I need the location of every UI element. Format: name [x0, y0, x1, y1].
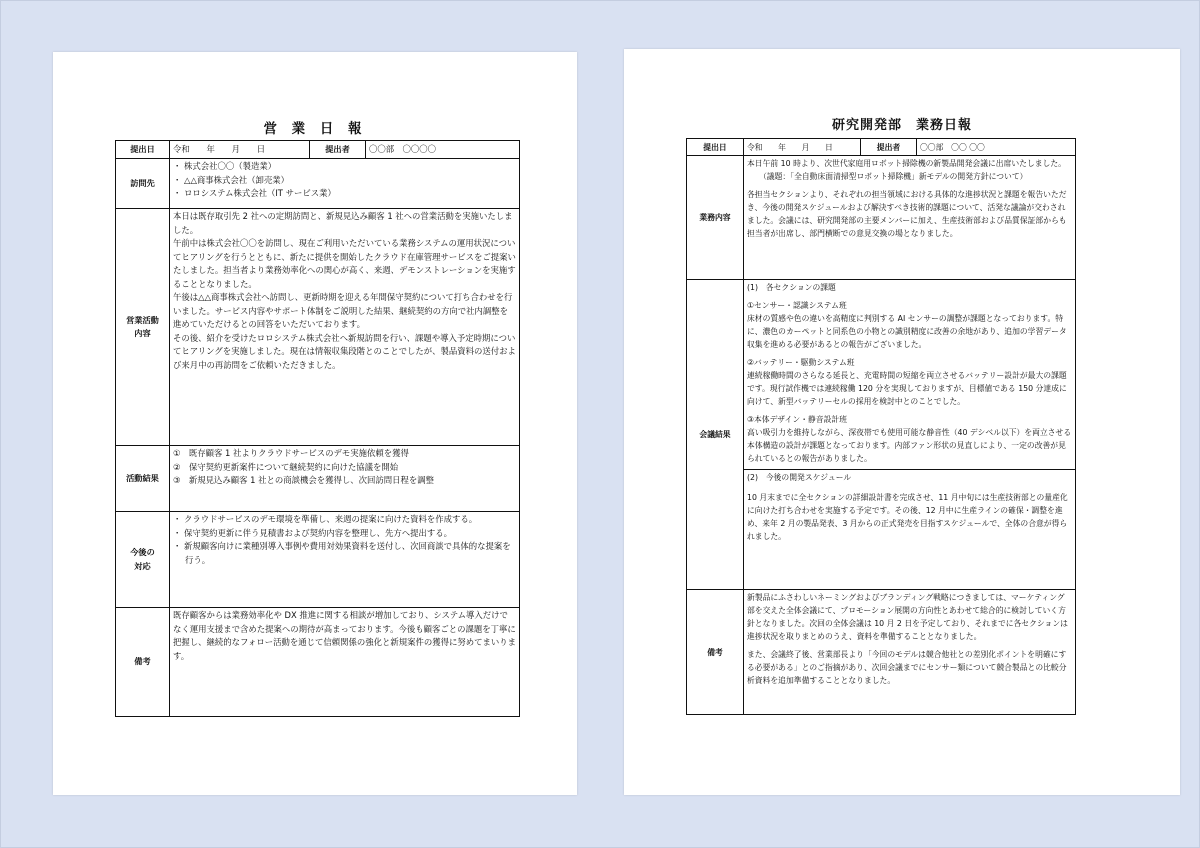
submitter-value: 〇〇部 〇〇 〇〇 [917, 139, 1076, 156]
meeting-results-cell [744, 280, 1076, 590]
subsection-title: ③本体デザイン・静音設計班 [747, 415, 848, 424]
next-actions-label: 今後の 対応 [116, 512, 170, 608]
sales-report-title: 営 業 日 報 [263, 121, 367, 137]
subsection-title: ②バッテリー・駆動システム班 [747, 358, 855, 367]
subsection-body: 高い吸引力を維持しながら、深夜帯でも使用可能な静音性（40 デシベル以下）を両立させる本体構造の設計が課題となっております。内部ファン形状の見直しにより、一定の改善が見られているとの報告がありました。 [747, 428, 1072, 463]
subsection-title: ①センサー・認識システム班 [747, 301, 847, 310]
activity-content-label: 営業活動 内容 [116, 209, 170, 446]
rnd-report-page [624, 49, 1180, 795]
visits-cell [170, 159, 520, 209]
visit-item: ・ ロロシステム株式会社（IT サービス業） [173, 188, 336, 198]
schedule-body: 10 月末までに全セクションの詳細設計書を完成させ、11 月中旬には生産技術部との量産化に向けた打ち合わせを実施する予定です。その後、12 月中に生産ラインの確保・調整を進め、来年 2 月の製品発表、3 月からの正式発売を目指すスケジュールで、全体の合意が得られました。 [747, 493, 1068, 541]
notes-cell: 既存顧客からは業務効率化や DX 推進に関する相談が増加しており、システム導入だけでなく運用支援まで含めた提案への期待が高まっております。今後も顧客ごとの課題を丁寧に把握し、継続的なフォロー活動を通じて信頼関係の強化と新規案件の獲得に努めてまいります。 [170, 608, 520, 717]
section-heading: (1) 各セクションの課題 [747, 283, 836, 292]
visit-item: ・ 株式会社〇〇（製造業） [173, 161, 277, 171]
next-item: ・ 新規顧客向けに業種別導入事例や費用対効果資料を送付し、次回商談で具体的な提案を行う。 [173, 541, 511, 565]
date-value: 令和 年 月 日 [744, 139, 861, 156]
work-content-label: 業務内容 [687, 156, 744, 280]
content-paragraph: 午前中は株式会社〇〇を訪問し、現在ご利用いただいている業務システムの運用状況についてヒアリングを行うとともに、新たに提供を開始したクラウド在庫管理サービスをご提案いたしました。担当者より業務効率化への関心が高く、来週、デモンストレーションを実施することとなりました。 [173, 238, 516, 289]
rnd-report-table [686, 138, 1076, 715]
submitter-value: 〇〇部 〇〇〇〇 [366, 141, 520, 159]
rnd-report-title: 研究開発部 業務日報 [831, 118, 972, 133]
sales-report-page [53, 52, 577, 795]
next-item: ・ 保守契約更新に伴う見積書および契約内容を整理し、先方へ提出する。 [173, 527, 453, 538]
notes-paragraph: また、会議終了後、営業部長より「今回のモデルは競合他社との差別化ポイントを明確にする必要がある」とのご指摘があり、次回会議までにセンサー類について競合製品との比較分析資料を追加準備することとなりました。 [747, 650, 1067, 685]
content-paragraph: その後、紹介を受けたロロシステム株式会社へ新規訪問を行い、課題や導入予定時期についてヒアリングを実施しました。現在は情報収集段階とのことでしたが、製品資料の送付および来月中の再訪問をご依頼いただきました。 [173, 332, 516, 370]
activity-content-cell [170, 209, 520, 446]
submitter-label: 提出者 [310, 141, 366, 159]
work-paragraph: 各担当セクションより、それぞれの担当領域における具体的な進捗状況と課題を報告いただき、今後の開発スケジュールおよび解決すべき技術的課題について、活発な議論が交わされました。会議には、研究開発部の主要メンバーに加え、生産技術部および品質保証部からも担当者が出席し、部門横断での意見交換の場となりました。 [747, 190, 1067, 238]
result-item: ② 保守契約更新案件について継続契約に向けた協議を開始 [173, 461, 399, 472]
result-item: ① 既存顧客 1 社よりクラウドサービスのデモ実施依頼を獲得 [173, 448, 409, 458]
result-item: ③ 新規見込み顧客 1 社との商談機会を獲得し、次回訪問日程を調整 [173, 475, 435, 485]
work-content-cell [744, 156, 1076, 280]
date-label: 提出日 [687, 139, 744, 156]
notes-paragraph: 新製品にふさわしいネーミングおよびブランディング戦略につきましては、マーケティング部を交えた全体会議にて、プロモーション展開の方向性とあわせて総合的に検討していく方針となりました。次回の全体会議は 10 月 2 日を予定しており、それまでに各セクションは進捗状況を取りまとめのうえ、資料を準備することとなりました。 [747, 593, 1068, 641]
work-agenda: （議題：「全自動床面清掃型ロボット掃除機」新モデルの開発方針について） [759, 172, 1028, 181]
next-actions-cell [170, 512, 520, 608]
subsection-body: 床材の質感や色の違いを高精度に判別する AI センサーの調整が課題となっております。特に、濃色のカーペットと同系色の小物との識別精度に改善の余地があり、追加の学習データ収集を進める必要があるとの報告がございました。 [747, 314, 1067, 349]
visit-item: ・ △△商事株式会社（卸売業） [173, 174, 290, 185]
date-value: 令和 年 月 日 [170, 141, 310, 159]
content-paragraph: 本日は既存取引先 2 社への定期訪問と、新規見込み顧客 1 社への営業活動を実施いたしました。 [173, 211, 513, 235]
next-item: ・ クラウドサービスのデモ環境を準備し、来週の提案に向けた資料を作成する。 [173, 514, 478, 524]
results-label: 活動結果 [116, 446, 170, 512]
work-paragraph: 本日午前 10 時より、次世代家庭用ロボット掃除機の新製品開発会議に出席いたしました。 [747, 159, 1066, 168]
content-paragraph: 午後は△△商事株式会社へ訪問し、更新時期を迎える年間保守契約について打ち合わせを行いました。サービス内容やサポート体制をご説明した結果、継続契約の方向で社内調整を進めていただけるとの回答をいただいております。 [173, 292, 513, 329]
notes-label: 備考 [687, 590, 744, 715]
results-cell [170, 446, 520, 512]
notes-cell [744, 590, 1076, 715]
section-heading: (2) 今後の開発スケジュール [747, 473, 852, 482]
submitter-label: 提出者 [861, 139, 917, 156]
meeting-results-label: 会議結果 [687, 280, 744, 590]
sales-report-table [115, 140, 520, 717]
visits-label: 訪問先 [116, 159, 170, 209]
notes-label: 備考 [116, 608, 170, 717]
date-label: 提出日 [116, 141, 170, 159]
subsection-body: 連続稼働時間のさらなる延長と、充電時間の短縮を両立させるバッテリー設計が最大の課題です。現行試作機では連続稼働 120 分を実現しておりますが、目標値である 150 分達成に向けて、新型バッテリーセルの採用を検討中とのことでした。 [747, 371, 1067, 406]
